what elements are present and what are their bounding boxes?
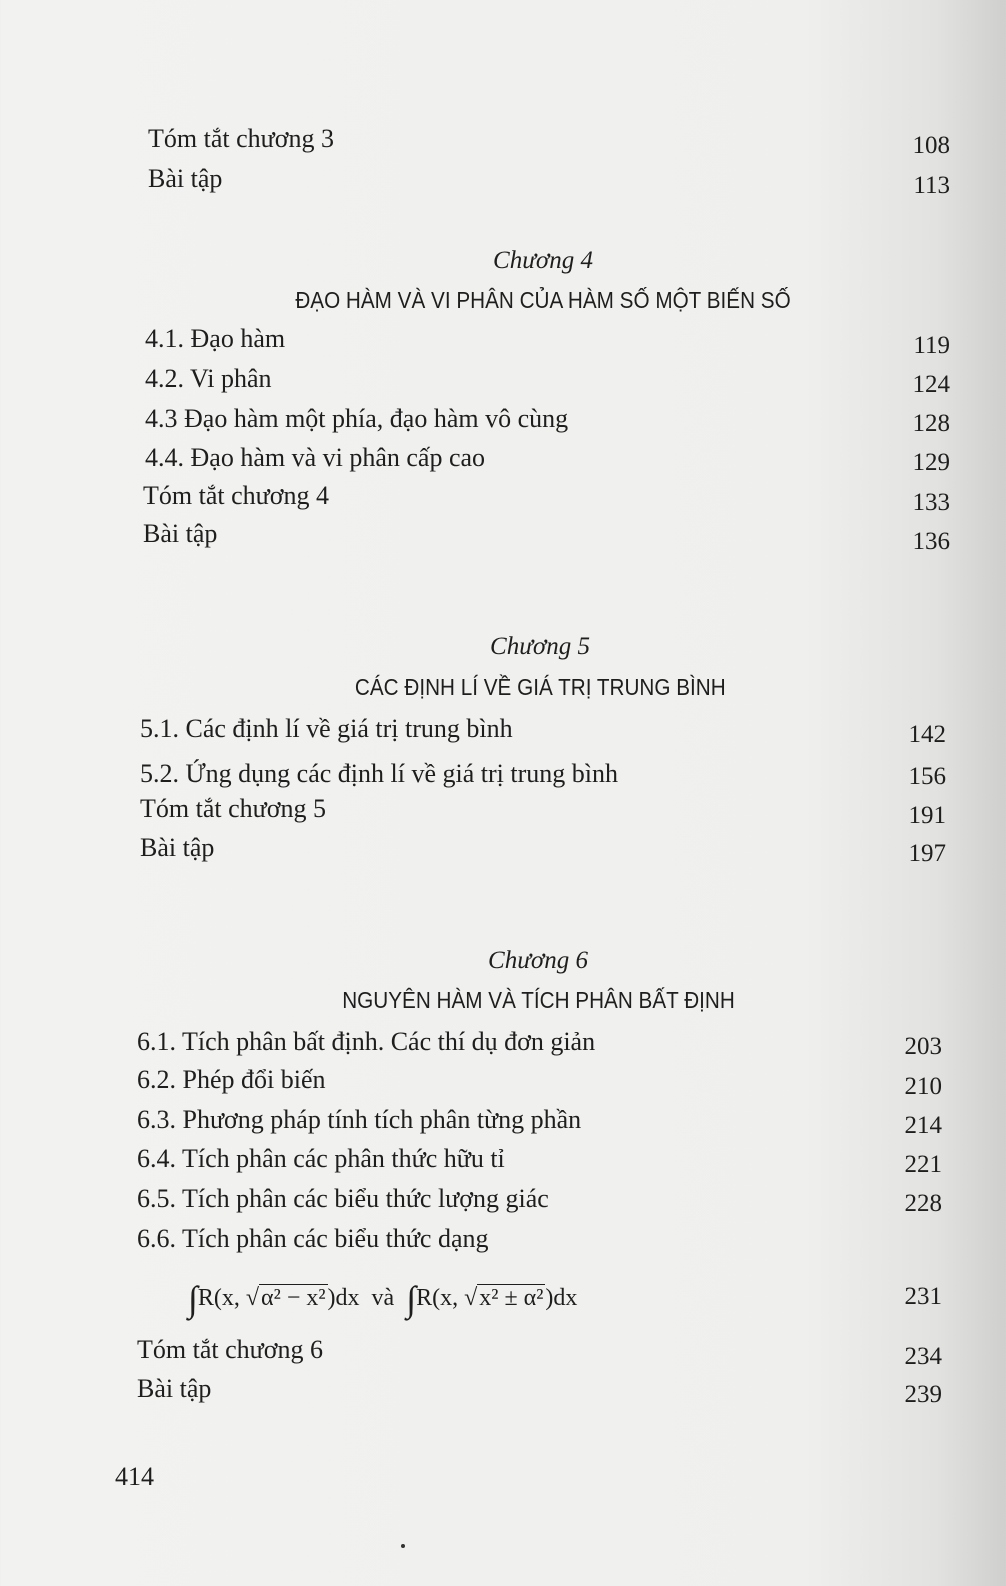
- chapter-heading: ĐẠO HÀM VÀ VI PHÂN CỦA HÀM SỐ MỘT BIẾN SỐ: [295, 287, 791, 313]
- toc-entry-page: 239: [904, 1381, 942, 1408]
- toc-entry-page: 214: [904, 1112, 942, 1139]
- toc-entry-page: 234: [904, 1343, 942, 1370]
- formula-part: )dx và: [327, 1285, 407, 1311]
- chapter-label: Chương 4: [493, 247, 593, 274]
- radicand: x² ± α²: [479, 1285, 544, 1311]
- formula-part: R(x,: [197, 1285, 246, 1311]
- toc-entry-title: 6.4. Tích phân các phân thức hữu tỉ: [137, 1144, 505, 1173]
- sqrt-sign: √: [245, 1285, 260, 1311]
- toc-entry-title: 6.1. Tích phân bất định. Các thí dụ đơn giản: [137, 1027, 596, 1056]
- toc-entry-title: 5.2. Ứng dụng các định lí về giá trị trung bình: [140, 759, 618, 788]
- toc-entry-title: 5.1. Các định lí về giá trị trung bình: [140, 714, 513, 743]
- toc-entry-title: Tóm tắt chương 6: [137, 1335, 323, 1364]
- toc-entry-page: 210: [904, 1073, 942, 1100]
- toc-entry-page: 156: [908, 763, 946, 790]
- integral-formula: [188, 1280, 577, 1317]
- toc-entry-title: 6.5. Tích phân các biểu thức lượng giác: [137, 1184, 549, 1213]
- toc-entry-title: 6.2. Phép đổi biến: [137, 1065, 326, 1094]
- integral-sign: ∫: [406, 1279, 417, 1319]
- toc-entry-title: 4.4. Đạo hàm và vi phân cấp cao: [145, 443, 486, 472]
- sqrt-sign: √: [464, 1285, 478, 1311]
- toc-entry-page: 231: [904, 1283, 942, 1310]
- toc-entry-title: 4.2. Vi phân: [145, 364, 272, 393]
- toc-entry-page: 124: [912, 371, 950, 398]
- toc-entry-title: Tóm tắt chương 5: [140, 794, 326, 823]
- toc-entry-title: Bài tập: [143, 519, 218, 548]
- formula-part: )dx: [545, 1285, 578, 1311]
- radicand: α² − x²: [261, 1285, 326, 1311]
- formula-part: R(x,: [416, 1285, 465, 1311]
- toc-entry-page: 113: [913, 172, 950, 199]
- chapter-heading: NGUYÊN HÀM VÀ TÍCH PHÂN BẤT ĐỊNH: [342, 987, 735, 1013]
- toc-entry-page: 133: [912, 489, 950, 516]
- toc-entry-page: 119: [913, 332, 950, 359]
- toc-entry-page: 136: [912, 528, 950, 555]
- speck: [401, 1544, 405, 1548]
- toc-entry-page: 108: [912, 132, 950, 159]
- toc-entry-page: 197: [908, 840, 946, 867]
- toc-entry-page: 142: [908, 721, 946, 748]
- toc-entry-title: 4.1. Đạo hàm: [145, 324, 286, 353]
- toc-entry-page: 221: [904, 1151, 942, 1178]
- toc-entry-title: Tóm tắt chương 4: [143, 481, 329, 510]
- toc-entry-page: 128: [912, 410, 950, 437]
- toc-entry-page: 129: [912, 449, 950, 476]
- toc-entry-page: 191: [908, 802, 946, 829]
- toc-entry-title: Bài tập: [137, 1374, 212, 1403]
- toc-entry-page: 228: [904, 1190, 942, 1217]
- toc-entry-title: 6.3. Phương pháp tính tích phân từng phần: [137, 1105, 582, 1134]
- toc-entry-title: 6.6. Tích phân các biểu thức dạng: [137, 1224, 489, 1253]
- toc-entry-page: 203: [904, 1033, 942, 1060]
- page-number: 414: [115, 1462, 154, 1491]
- toc-entry-title: 4.3 Đạo hàm một phía, đạo hàm vô cùng: [145, 404, 569, 433]
- chapter-label: Chương 6: [488, 947, 588, 974]
- toc-entry-title: Bài tập: [148, 164, 223, 193]
- toc-entry-title: Bài tập: [140, 833, 215, 862]
- chapter-heading: CÁC ĐỊNH LÍ VỀ GIÁ TRỊ TRUNG BÌNH: [354, 674, 726, 700]
- chapter-label: Chương 5: [490, 633, 590, 660]
- integral-sign: ∫: [188, 1279, 198, 1319]
- toc-entry-title: Tóm tắt chương 3: [148, 124, 334, 153]
